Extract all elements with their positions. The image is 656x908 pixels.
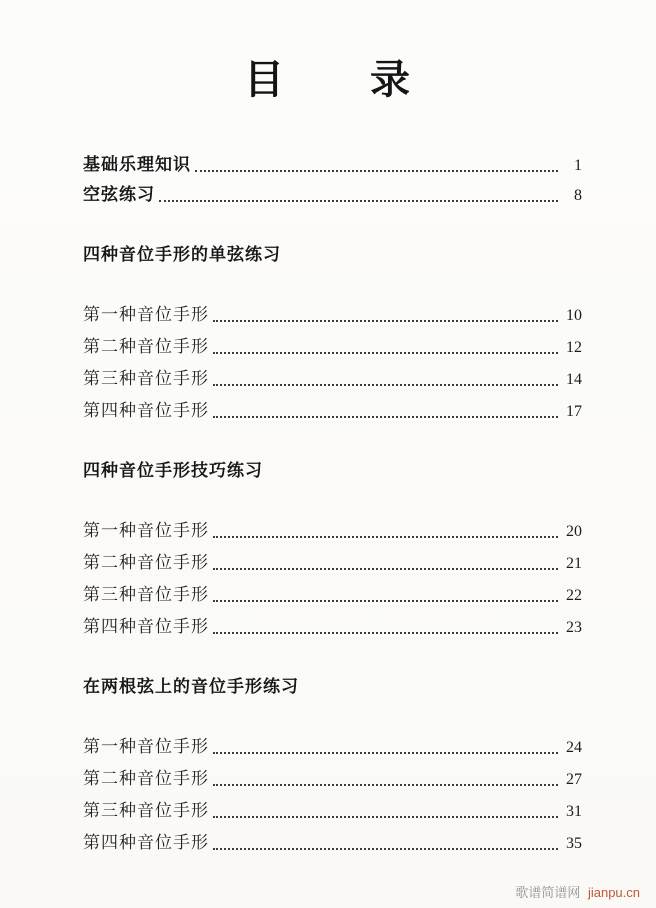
toc-entry-page: 10 bbox=[566, 307, 582, 324]
toc-entry bbox=[83, 737, 582, 757]
toc-entry-title: 第二种音位手形 bbox=[83, 337, 209, 356]
toc-entry-title: 第一种音位手形 bbox=[83, 521, 209, 540]
toc-entry-page: 12 bbox=[566, 339, 582, 356]
toc-entry-page: 35 bbox=[566, 835, 582, 852]
toc-entry bbox=[83, 521, 582, 541]
toc-entry bbox=[83, 401, 582, 421]
toc-entry bbox=[83, 155, 582, 175]
toc-entry-page: 24 bbox=[566, 739, 582, 756]
toc-entry-page: 1 bbox=[574, 157, 582, 174]
toc-entry-page: 8 bbox=[574, 187, 582, 204]
dot-leader bbox=[213, 536, 558, 538]
toc-section-heading-label: 四种音位手形技巧练习 bbox=[83, 461, 263, 480]
toc-section-heading bbox=[83, 677, 582, 697]
toc-entry-title: 第三种音位手形 bbox=[83, 369, 209, 388]
toc-section-heading bbox=[83, 461, 582, 481]
toc-entry-page: 27 bbox=[566, 771, 582, 788]
dot-leader bbox=[213, 816, 558, 818]
toc-entry-title: 第二种音位手形 bbox=[83, 769, 209, 788]
dot-leader bbox=[213, 752, 558, 754]
toc-section-heading-label: 在两根弦上的音位手形练习 bbox=[83, 677, 299, 696]
toc-entry-page: 31 bbox=[566, 803, 582, 820]
toc-entry-title: 空弦练习 bbox=[83, 185, 155, 204]
toc-entry bbox=[83, 585, 582, 605]
dot-leader bbox=[213, 416, 558, 418]
toc-entry bbox=[83, 337, 582, 357]
toc-entry bbox=[83, 553, 582, 573]
toc-entry bbox=[83, 769, 582, 789]
site-watermark bbox=[515, 885, 640, 900]
toc-entry-page: 23 bbox=[566, 619, 582, 636]
toc-entry bbox=[83, 617, 582, 637]
dot-leader bbox=[213, 632, 558, 634]
toc-entry-title: 基础乐理知识 bbox=[83, 155, 191, 174]
toc-entry bbox=[83, 801, 582, 821]
dot-leader bbox=[213, 352, 558, 354]
toc-entry-title: 第二种音位手形 bbox=[83, 553, 209, 572]
dot-leader bbox=[213, 384, 558, 386]
toc-entry-title: 第三种音位手形 bbox=[83, 801, 209, 820]
dot-leader bbox=[159, 200, 558, 202]
toc-entry-page: 17 bbox=[566, 403, 582, 420]
dot-leader bbox=[213, 600, 558, 602]
toc-entry bbox=[83, 185, 582, 205]
toc-section-heading bbox=[83, 245, 582, 265]
toc-entry-title: 第一种音位手形 bbox=[83, 737, 209, 756]
toc-entry bbox=[83, 305, 582, 325]
page-title: 目 录 bbox=[244, 57, 412, 102]
toc-entry bbox=[83, 833, 582, 853]
dot-leader bbox=[213, 848, 558, 850]
toc-entry-page: 14 bbox=[566, 371, 582, 388]
toc-entry-title: 第一种音位手形 bbox=[83, 305, 209, 324]
toc-entry-title: 第四种音位手形 bbox=[83, 617, 209, 636]
toc-entry-title: 第四种音位手形 bbox=[83, 401, 209, 420]
toc-entry bbox=[83, 369, 582, 389]
toc-entry-title: 第三种音位手形 bbox=[83, 585, 209, 604]
toc-section-heading-label: 四种音位手形的单弦练习 bbox=[83, 245, 281, 264]
dot-leader bbox=[213, 784, 558, 786]
toc-entry-page: 20 bbox=[566, 523, 582, 540]
watermark-site-url: jianpu.cn bbox=[587, 885, 640, 900]
dot-leader bbox=[213, 320, 558, 322]
toc-entry-title: 第四种音位手形 bbox=[83, 833, 209, 852]
dot-leader bbox=[213, 568, 558, 570]
toc-entry-page: 21 bbox=[566, 555, 582, 572]
dot-leader bbox=[195, 170, 558, 172]
toc-entry-page: 22 bbox=[566, 587, 582, 604]
watermark-site-name: 歌谱简谱网 bbox=[515, 885, 581, 900]
toc-list bbox=[83, 155, 582, 865]
